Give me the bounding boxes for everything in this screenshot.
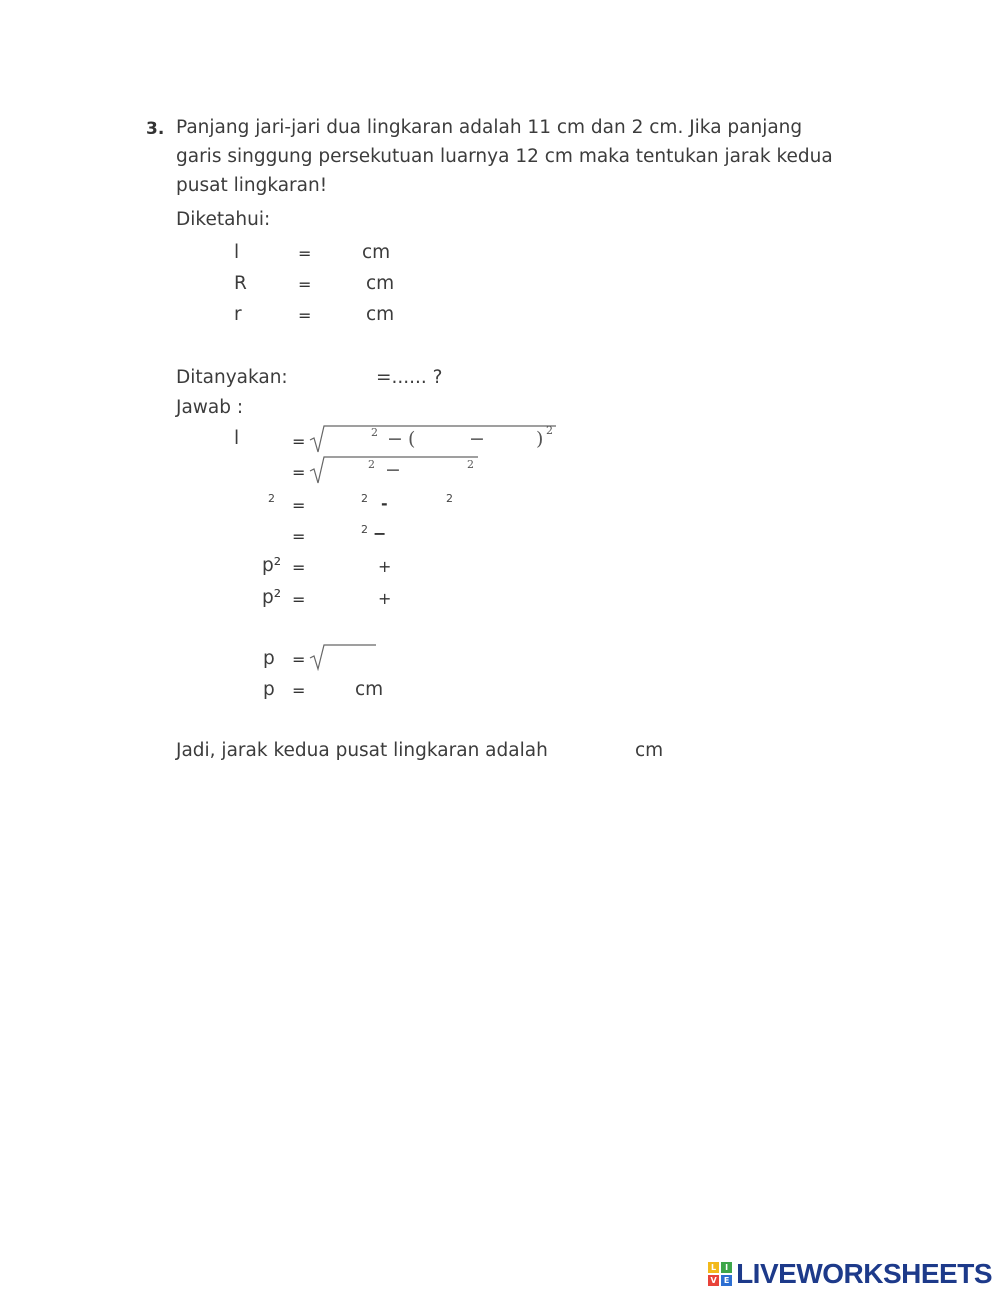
conclusion-unit: cm xyxy=(635,740,664,761)
answer-p-var-1: p xyxy=(263,648,275,669)
minus-sign: − xyxy=(385,459,401,481)
question-number: 3. xyxy=(146,119,165,139)
superscript-2: 2 xyxy=(467,458,474,471)
logo-tile: E xyxy=(721,1275,732,1286)
known-unit-r: cm xyxy=(366,304,395,325)
superscript-2: 2 xyxy=(361,492,368,505)
answer-row3-input-a[interactable] xyxy=(310,492,358,514)
plus-sign: + xyxy=(378,557,392,576)
liveworksheets-logo[interactable] xyxy=(708,1258,992,1290)
answer-row7-input[interactable] xyxy=(328,647,372,669)
known-unit-R: cm xyxy=(366,273,395,294)
answer-equals-8: = xyxy=(292,681,306,700)
asked-input[interactable] xyxy=(300,367,370,389)
answer-p-var-2: p xyxy=(263,679,275,700)
answer-row1-input-c[interactable] xyxy=(488,428,532,450)
known-var-l: l xyxy=(234,242,240,263)
answer-unit: cm xyxy=(355,679,384,700)
superscript-2: 2 xyxy=(361,523,368,536)
answer-row4-input-b[interactable] xyxy=(392,523,452,545)
superscript-2: 2 xyxy=(546,424,553,437)
answer-equals-1: = xyxy=(292,432,306,451)
known-equals-r: = xyxy=(298,306,312,325)
conclusion-input[interactable] xyxy=(580,740,630,762)
answer-row5-input-a[interactable] xyxy=(310,555,374,577)
asked-label: Ditanyakan: xyxy=(176,367,288,388)
open-paren: ( xyxy=(408,428,416,450)
logo-wordmark: LIVEWORKSHEETS xyxy=(736,1258,992,1289)
question-text-line-3: pusat lingkaran! xyxy=(176,175,328,196)
answer-row6-input-a[interactable] xyxy=(310,587,374,609)
known-unit-l: cm xyxy=(362,242,391,263)
answer-heading: Jawab : xyxy=(176,397,244,418)
known-heading: Diketahui: xyxy=(176,209,271,230)
answer-row1-input-a[interactable] xyxy=(328,428,368,450)
conclusion-text: Jadi, jarak kedua pusat lingkaran adalah xyxy=(176,740,548,761)
answer-equals-7: = xyxy=(292,650,306,669)
known-r-input[interactable] xyxy=(318,304,362,326)
known-l-input[interactable] xyxy=(318,242,358,264)
answer-row4-input-a[interactable] xyxy=(310,523,358,545)
answer-row1-input-b[interactable] xyxy=(418,428,462,450)
answer-equals-4: = xyxy=(292,527,306,546)
answer-equals-6: = xyxy=(292,590,306,609)
asked-value: =...... ? xyxy=(376,367,443,388)
superscript-2: 2 xyxy=(268,492,275,505)
logo-tile: V xyxy=(708,1275,719,1286)
known-equals-l: = xyxy=(298,244,312,263)
minus-sign: − xyxy=(387,428,403,450)
answer-p-squared-1: p² xyxy=(262,555,282,576)
question-text-line-2: garis singgung persekutuan luarnya 12 cm maka tentukan jarak kedua xyxy=(176,146,833,167)
answer-row5-input-b[interactable] xyxy=(392,555,452,577)
minus-sign: − xyxy=(373,524,387,543)
logo-tiles-icon xyxy=(708,1262,732,1286)
logo-tile: L xyxy=(708,1262,719,1273)
answer-row2-input-a[interactable] xyxy=(326,460,366,482)
answer-equals-3: = xyxy=(292,496,306,515)
answer-p-squared-2: p² xyxy=(262,587,282,608)
superscript-2: 2 xyxy=(371,426,378,439)
answer-equals-2: = xyxy=(292,463,306,482)
known-var-R: R xyxy=(234,273,247,294)
close-paren: ) xyxy=(536,428,544,450)
minus-sign: − xyxy=(469,428,485,450)
superscript-2: 2 xyxy=(368,458,375,471)
plus-sign: + xyxy=(378,589,392,608)
question-text-line-1: Panjang jari-jari dua lingkaran adalah 11 cm dan 2 cm. Jika panjang xyxy=(176,117,803,138)
answer-row3-input-b[interactable] xyxy=(394,492,444,514)
known-equals-R: = xyxy=(298,275,312,294)
superscript-2: 2 xyxy=(446,492,453,505)
minus-sign: - xyxy=(381,494,388,513)
known-R-input[interactable] xyxy=(318,273,362,295)
answer-row6-input-b[interactable] xyxy=(392,587,452,609)
answer-row8-input[interactable] xyxy=(310,679,350,701)
logo-tile: I xyxy=(721,1262,732,1273)
answer-equals-5: = xyxy=(292,558,306,577)
answer-row2-input-b[interactable] xyxy=(404,460,464,482)
known-var-r: r xyxy=(234,304,242,325)
answer-l-var: l xyxy=(234,428,240,449)
